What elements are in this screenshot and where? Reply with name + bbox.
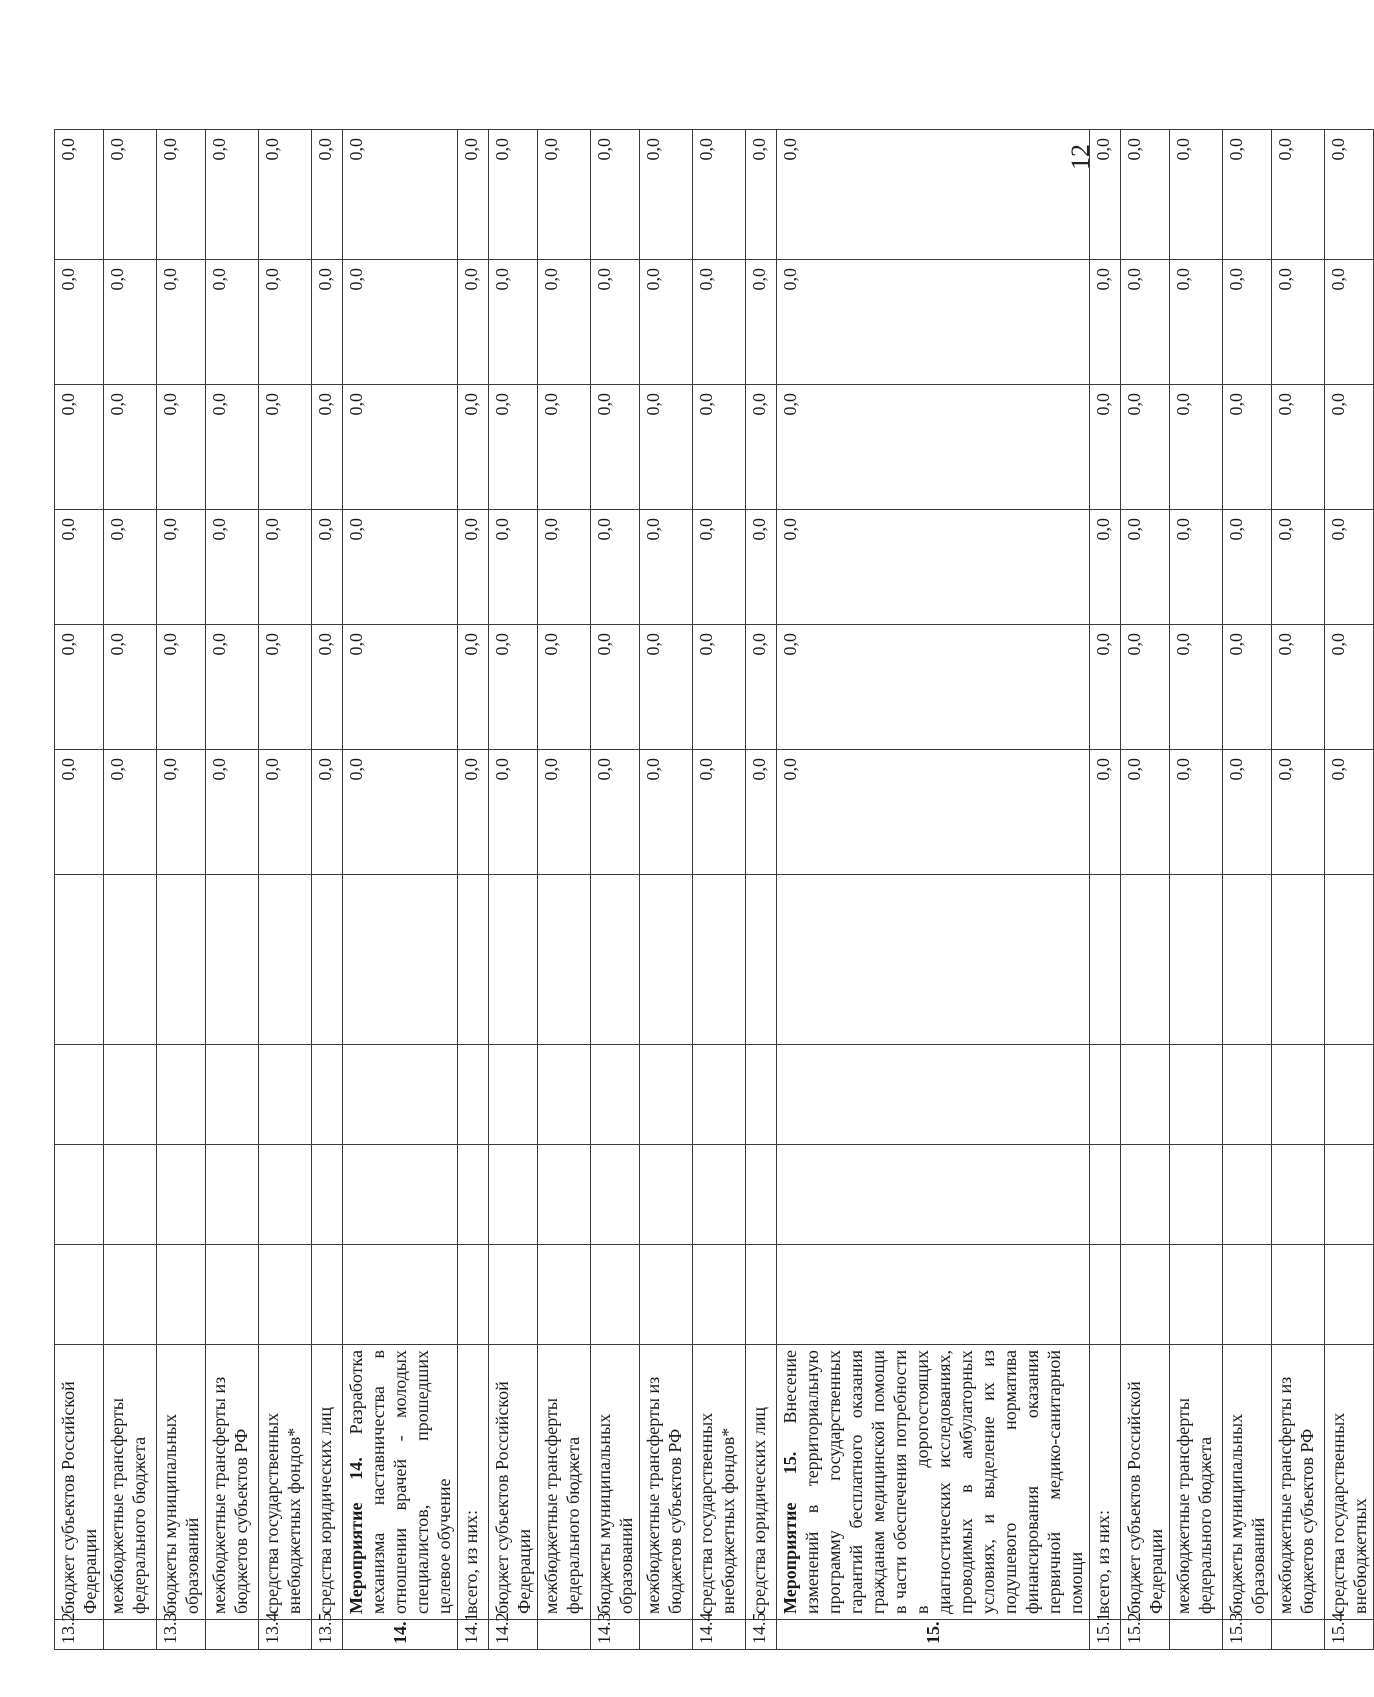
empty-cell <box>777 1045 1090 1145</box>
empty-cell <box>312 875 343 1045</box>
value-cell: 0,0 <box>640 750 693 875</box>
value-cell: 0,0 <box>489 130 538 260</box>
empty-cell <box>746 1145 777 1245</box>
empty-cell <box>343 1245 458 1345</box>
value-cell: 0,0 <box>1325 625 1374 750</box>
value-cell: 0,0 <box>157 385 206 510</box>
table-row <box>312 130 343 1650</box>
empty-cell <box>1223 1245 1272 1345</box>
value-cell: 0,0 <box>1325 130 1374 260</box>
row-number-cell: 14.4 <box>693 1620 746 1650</box>
value-cell: 0,0 <box>538 625 591 750</box>
table-row <box>746 130 777 1650</box>
value-cell: 0,0 <box>1272 385 1325 510</box>
table-row <box>458 130 489 1650</box>
empty-cell <box>1272 1245 1325 1345</box>
value-cell: 0,0 <box>693 510 746 625</box>
value-cell: 0,0 <box>458 750 489 875</box>
row-description-cell: бюджеты муниципальных образований <box>591 1345 640 1620</box>
empty-cell <box>746 875 777 1045</box>
value-cell: 0,0 <box>746 510 777 625</box>
value-cell: 0,0 <box>55 385 104 510</box>
empty-cell <box>591 1045 640 1145</box>
empty-cell <box>1325 1245 1374 1345</box>
value-cell: 0,0 <box>1325 260 1374 385</box>
empty-cell <box>1325 875 1374 1045</box>
empty-cell <box>458 1045 489 1145</box>
value-cell: 0,0 <box>777 385 1090 510</box>
row-description-cell: межбюджетные трансферты федерального бюджета <box>538 1345 591 1620</box>
value-cell: 0,0 <box>746 130 777 260</box>
empty-cell <box>206 1045 259 1145</box>
value-cell: 0,0 <box>1121 510 1170 625</box>
empty-cell <box>489 875 538 1045</box>
empty-cell <box>1090 875 1121 1045</box>
empty-cell <box>1090 1245 1121 1345</box>
value-cell: 0,0 <box>104 385 157 510</box>
value-cell: 0,0 <box>489 385 538 510</box>
row-description-cell: межбюджетные трансферты из бюджетов субъектов РФ <box>206 1345 259 1620</box>
empty-cell <box>312 1245 343 1345</box>
table-row <box>55 130 104 1650</box>
empty-cell <box>777 1245 1090 1345</box>
value-cell: 0,0 <box>312 750 343 875</box>
row-description-cell: средства государственных внебюджетных фондов* <box>259 1345 312 1620</box>
row-number-cell: 14.5 <box>746 1620 777 1650</box>
value-cell: 0,0 <box>458 510 489 625</box>
value-cell: 0,0 <box>259 130 312 260</box>
value-cell: 0,0 <box>343 130 458 260</box>
value-cell: 0,0 <box>259 260 312 385</box>
row-number-cell: 15.4 <box>1325 1620 1374 1650</box>
table-body <box>55 130 1374 1650</box>
empty-cell <box>312 1045 343 1145</box>
measure-description: Разработка механизма наставничества в отношении врачей - молодых специалистов, прошедших целевое обучение <box>346 1350 454 1614</box>
empty-cell <box>343 1145 458 1245</box>
empty-cell <box>259 1245 312 1345</box>
empty-cell <box>538 1245 591 1345</box>
value-cell: 0,0 <box>104 130 157 260</box>
value-cell: 0,0 <box>591 750 640 875</box>
row-description-cell: межбюджетные трансферты из бюджетов субъектов РФ <box>640 1345 693 1620</box>
row-number-cell <box>640 1620 693 1650</box>
value-cell: 0,0 <box>55 625 104 750</box>
row-description-cell: всего, из них: <box>458 1345 489 1620</box>
empty-cell <box>157 1245 206 1345</box>
value-cell: 0,0 <box>1170 750 1223 875</box>
value-cell: 0,0 <box>693 750 746 875</box>
table-row <box>777 130 1090 1650</box>
value-cell: 0,0 <box>777 750 1090 875</box>
table-row <box>104 130 157 1650</box>
value-cell: 0,0 <box>777 130 1090 260</box>
value-cell: 0,0 <box>1223 260 1272 385</box>
empty-cell <box>259 1145 312 1245</box>
empty-cell <box>1090 1045 1121 1145</box>
empty-cell <box>538 875 591 1045</box>
table-row <box>1121 130 1170 1650</box>
table-row <box>206 130 259 1650</box>
empty-cell <box>777 1145 1090 1245</box>
value-cell: 0,0 <box>206 260 259 385</box>
empty-cell <box>458 1145 489 1245</box>
value-cell: 0,0 <box>1090 260 1121 385</box>
value-cell: 0,0 <box>1170 260 1223 385</box>
value-cell: 0,0 <box>343 750 458 875</box>
value-cell: 0,0 <box>777 260 1090 385</box>
value-cell: 0,0 <box>104 750 157 875</box>
value-cell: 0,0 <box>104 510 157 625</box>
value-cell: 0,0 <box>1223 385 1272 510</box>
row-description-cell: бюджет субъектов Российской Федерации <box>55 1345 104 1620</box>
empty-cell <box>489 1245 538 1345</box>
value-cell: 0,0 <box>538 510 591 625</box>
empty-cell <box>489 1045 538 1145</box>
value-cell: 0,0 <box>538 260 591 385</box>
empty-cell <box>693 1245 746 1345</box>
row-description-cell: межбюджетные трансферты федерального бюджета <box>104 1345 157 1620</box>
empty-cell <box>206 1145 259 1245</box>
empty-cell <box>1170 1245 1223 1345</box>
value-cell: 0,0 <box>1170 130 1223 260</box>
empty-cell <box>1170 1145 1223 1245</box>
value-cell: 0,0 <box>746 385 777 510</box>
empty-cell <box>1121 1045 1170 1145</box>
value-cell: 0,0 <box>538 750 591 875</box>
empty-cell <box>55 1045 104 1145</box>
empty-cell <box>640 875 693 1045</box>
page-number: 12 <box>1066 144 1095 170</box>
empty-cell <box>693 875 746 1045</box>
value-cell: 0,0 <box>693 130 746 260</box>
empty-cell <box>640 1045 693 1145</box>
row-description-cell: межбюджетные трансферты из бюджетов субъектов РФ <box>1272 1345 1325 1620</box>
value-cell: 0,0 <box>640 260 693 385</box>
empty-cell <box>1272 1145 1325 1245</box>
empty-cell <box>693 1145 746 1245</box>
table-row <box>157 130 206 1650</box>
value-cell: 0,0 <box>104 625 157 750</box>
table-row <box>489 130 538 1650</box>
value-cell: 0,0 <box>1121 385 1170 510</box>
value-cell: 0,0 <box>157 510 206 625</box>
value-cell: 0,0 <box>157 625 206 750</box>
value-cell: 0,0 <box>1272 510 1325 625</box>
empty-cell <box>55 1245 104 1345</box>
value-cell: 0,0 <box>1223 625 1272 750</box>
value-cell: 0,0 <box>312 625 343 750</box>
empty-cell <box>591 1145 640 1245</box>
empty-cell <box>777 875 1090 1045</box>
table-row <box>640 130 693 1650</box>
empty-cell <box>1223 875 1272 1045</box>
value-cell: 0,0 <box>343 510 458 625</box>
value-cell: 0,0 <box>1325 385 1374 510</box>
empty-cell <box>1170 875 1223 1045</box>
value-cell: 0,0 <box>206 385 259 510</box>
row-number-cell: 15.3 <box>1223 1620 1272 1650</box>
row-number-cell: 15. <box>777 1620 1090 1650</box>
value-cell: 0,0 <box>104 260 157 385</box>
row-number-cell <box>1170 1620 1223 1650</box>
value-cell: 0,0 <box>1090 510 1121 625</box>
value-cell: 0,0 <box>312 510 343 625</box>
row-number-cell: 13.2 <box>55 1620 104 1650</box>
row-description-cell: средства юридических лиц <box>746 1345 777 1620</box>
value-cell: 0,0 <box>1170 385 1223 510</box>
row-number-cell: 13.3 <box>157 1620 206 1650</box>
empty-cell <box>55 1145 104 1245</box>
row-number-cell <box>538 1620 591 1650</box>
table-row <box>591 130 640 1650</box>
row-description-cell: межбюджетные трансферты федерального бюджета <box>1170 1345 1223 1620</box>
value-cell: 0,0 <box>746 625 777 750</box>
row-description-cell: бюджет субъектов Российской Федерации <box>1121 1345 1170 1620</box>
value-cell: 0,0 <box>259 625 312 750</box>
table-row <box>1223 130 1272 1650</box>
value-cell: 0,0 <box>1272 625 1325 750</box>
empty-cell <box>104 1045 157 1145</box>
empty-cell <box>746 1245 777 1345</box>
empty-cell <box>312 1145 343 1245</box>
row-number-cell: 15.1 <box>1090 1620 1121 1650</box>
value-cell: 0,0 <box>55 750 104 875</box>
value-cell: 0,0 <box>259 750 312 875</box>
empty-cell <box>591 875 640 1045</box>
value-cell: 0,0 <box>1090 625 1121 750</box>
row-description-cell: бюджет субъектов Российской Федерации <box>489 1345 538 1620</box>
empty-cell <box>1223 1145 1272 1245</box>
value-cell: 0,0 <box>746 750 777 875</box>
row-description-cell: всего, из них: <box>1090 1345 1121 1620</box>
value-cell: 0,0 <box>458 625 489 750</box>
value-cell: 0,0 <box>1170 510 1223 625</box>
value-cell: 0,0 <box>157 130 206 260</box>
value-cell: 0,0 <box>591 385 640 510</box>
empty-cell <box>206 1245 259 1345</box>
table-row <box>343 130 458 1650</box>
table-row <box>1325 130 1374 1650</box>
value-cell: 0,0 <box>206 510 259 625</box>
value-cell: 0,0 <box>1223 510 1272 625</box>
empty-cell <box>538 1045 591 1145</box>
table-row <box>259 130 312 1650</box>
empty-cell <box>1272 1045 1325 1145</box>
value-cell: 0,0 <box>640 510 693 625</box>
empty-cell <box>104 1245 157 1345</box>
value-cell: 0,0 <box>640 625 693 750</box>
empty-cell <box>489 1145 538 1245</box>
value-cell: 0,0 <box>489 750 538 875</box>
value-cell: 0,0 <box>1272 750 1325 875</box>
value-cell: 0,0 <box>206 130 259 260</box>
row-description-cell: средства государственных внебюджетных фондов* <box>693 1345 746 1620</box>
row-number-cell <box>1272 1620 1325 1650</box>
value-cell: 0,0 <box>55 130 104 260</box>
value-cell: 0,0 <box>55 510 104 625</box>
value-cell: 0,0 <box>458 260 489 385</box>
row-number-cell: 15.2 <box>1121 1620 1170 1650</box>
empty-cell <box>591 1245 640 1345</box>
row-description-cell: бюджеты муниципальных образований <box>157 1345 206 1620</box>
empty-cell <box>1121 875 1170 1045</box>
value-cell: 0,0 <box>746 260 777 385</box>
row-description-cell: бюджеты муниципальных образований <box>1223 1345 1272 1620</box>
value-cell: 0,0 <box>1170 625 1223 750</box>
empty-cell <box>343 1045 458 1145</box>
value-cell: 0,0 <box>55 260 104 385</box>
row-description-cell: средства государственных внебюджетных <box>1325 1345 1374 1620</box>
row-number-cell: 14.2 <box>489 1620 538 1650</box>
value-cell: 0,0 <box>1121 260 1170 385</box>
empty-cell <box>157 875 206 1045</box>
value-cell: 0,0 <box>206 750 259 875</box>
value-cell: 0,0 <box>591 625 640 750</box>
empty-cell <box>746 1045 777 1145</box>
empty-cell <box>538 1145 591 1245</box>
empty-cell <box>1090 1145 1121 1245</box>
value-cell: 0,0 <box>489 510 538 625</box>
empty-cell <box>157 1145 206 1245</box>
value-cell: 0,0 <box>1090 750 1121 875</box>
empty-cell <box>259 1045 312 1145</box>
empty-cell <box>104 1145 157 1245</box>
empty-cell <box>55 875 104 1045</box>
value-cell: 0,0 <box>489 625 538 750</box>
value-cell: 0,0 <box>538 130 591 260</box>
value-cell: 0,0 <box>458 385 489 510</box>
table-row <box>1170 130 1223 1650</box>
value-cell: 0,0 <box>343 625 458 750</box>
value-cell: 0,0 <box>1325 510 1374 625</box>
value-cell: 0,0 <box>1090 385 1121 510</box>
row-number-cell <box>104 1620 157 1650</box>
value-cell: 0,0 <box>591 510 640 625</box>
empty-cell <box>693 1045 746 1145</box>
budget-table <box>54 129 1374 1650</box>
row-number-cell: 13.4 <box>259 1620 312 1650</box>
table-row <box>1090 130 1121 1650</box>
empty-cell <box>343 875 458 1045</box>
value-cell: 0,0 <box>157 750 206 875</box>
empty-cell <box>458 875 489 1045</box>
empty-cell <box>1121 1145 1170 1245</box>
empty-cell <box>640 1145 693 1245</box>
value-cell: 0,0 <box>640 385 693 510</box>
empty-cell <box>458 1245 489 1345</box>
value-cell: 0,0 <box>259 385 312 510</box>
empty-cell <box>640 1245 693 1345</box>
table-row <box>1272 130 1325 1650</box>
value-cell: 0,0 <box>1325 750 1374 875</box>
row-description-cell <box>343 1345 458 1620</box>
measure-title: Мероприятие 14. <box>346 1457 366 1614</box>
value-cell: 0,0 <box>312 385 343 510</box>
value-cell: 0,0 <box>777 625 1090 750</box>
value-cell: 0,0 <box>538 385 591 510</box>
value-cell: 0,0 <box>1272 130 1325 260</box>
empty-cell <box>157 1045 206 1145</box>
value-cell: 0,0 <box>1223 750 1272 875</box>
value-cell: 0,0 <box>640 130 693 260</box>
measure-title: Мероприятие 15. <box>780 1451 800 1614</box>
table-row <box>538 130 591 1650</box>
empty-cell <box>104 875 157 1045</box>
empty-cell <box>1325 1045 1374 1145</box>
value-cell: 0,0 <box>458 130 489 260</box>
value-cell: 0,0 <box>1090 130 1121 260</box>
value-cell: 0,0 <box>206 625 259 750</box>
value-cell: 0,0 <box>157 260 206 385</box>
value-cell: 0,0 <box>1272 260 1325 385</box>
value-cell: 0,0 <box>1121 130 1170 260</box>
empty-cell <box>1325 1145 1374 1245</box>
value-cell: 0,0 <box>591 130 640 260</box>
value-cell: 0,0 <box>591 260 640 385</box>
row-number-cell <box>206 1620 259 1650</box>
value-cell: 0,0 <box>1121 750 1170 875</box>
value-cell: 0,0 <box>312 130 343 260</box>
value-cell: 0,0 <box>1223 130 1272 260</box>
row-number-cell: 14. <box>343 1620 458 1650</box>
value-cell: 0,0 <box>312 260 343 385</box>
empty-cell <box>1170 1045 1223 1145</box>
value-cell: 0,0 <box>259 510 312 625</box>
row-number-cell: 14.1 <box>458 1620 489 1650</box>
empty-cell <box>259 875 312 1045</box>
value-cell: 0,0 <box>693 385 746 510</box>
row-number-cell: 14.3 <box>591 1620 640 1650</box>
row-number-cell: 13.5 <box>312 1620 343 1650</box>
table-row <box>693 130 746 1650</box>
measure-description: Внесение изменений в территориальную программу государственных гарантий бесплатного оказания гражданам медицинской помощи в части обеспечения потребности в дорогостоящих диагностических исследованиях, проводимых в амбулаторных условиях, и выделение их из подушевого норматива финансирования оказания первичной медико-санитарной помощи <box>780 1350 1086 1614</box>
row-description-cell <box>777 1345 1090 1620</box>
value-cell: 0,0 <box>693 625 746 750</box>
value-cell: 0,0 <box>693 260 746 385</box>
value-cell: 0,0 <box>1121 625 1170 750</box>
row-description-cell: средства юридических лиц <box>312 1345 343 1620</box>
empty-cell <box>1272 875 1325 1045</box>
empty-cell <box>206 875 259 1045</box>
value-cell: 0,0 <box>777 510 1090 625</box>
value-cell: 0,0 <box>489 260 538 385</box>
value-cell: 0,0 <box>343 385 458 510</box>
empty-cell <box>1223 1045 1272 1145</box>
value-cell: 0,0 <box>343 260 458 385</box>
empty-cell <box>1121 1245 1170 1345</box>
